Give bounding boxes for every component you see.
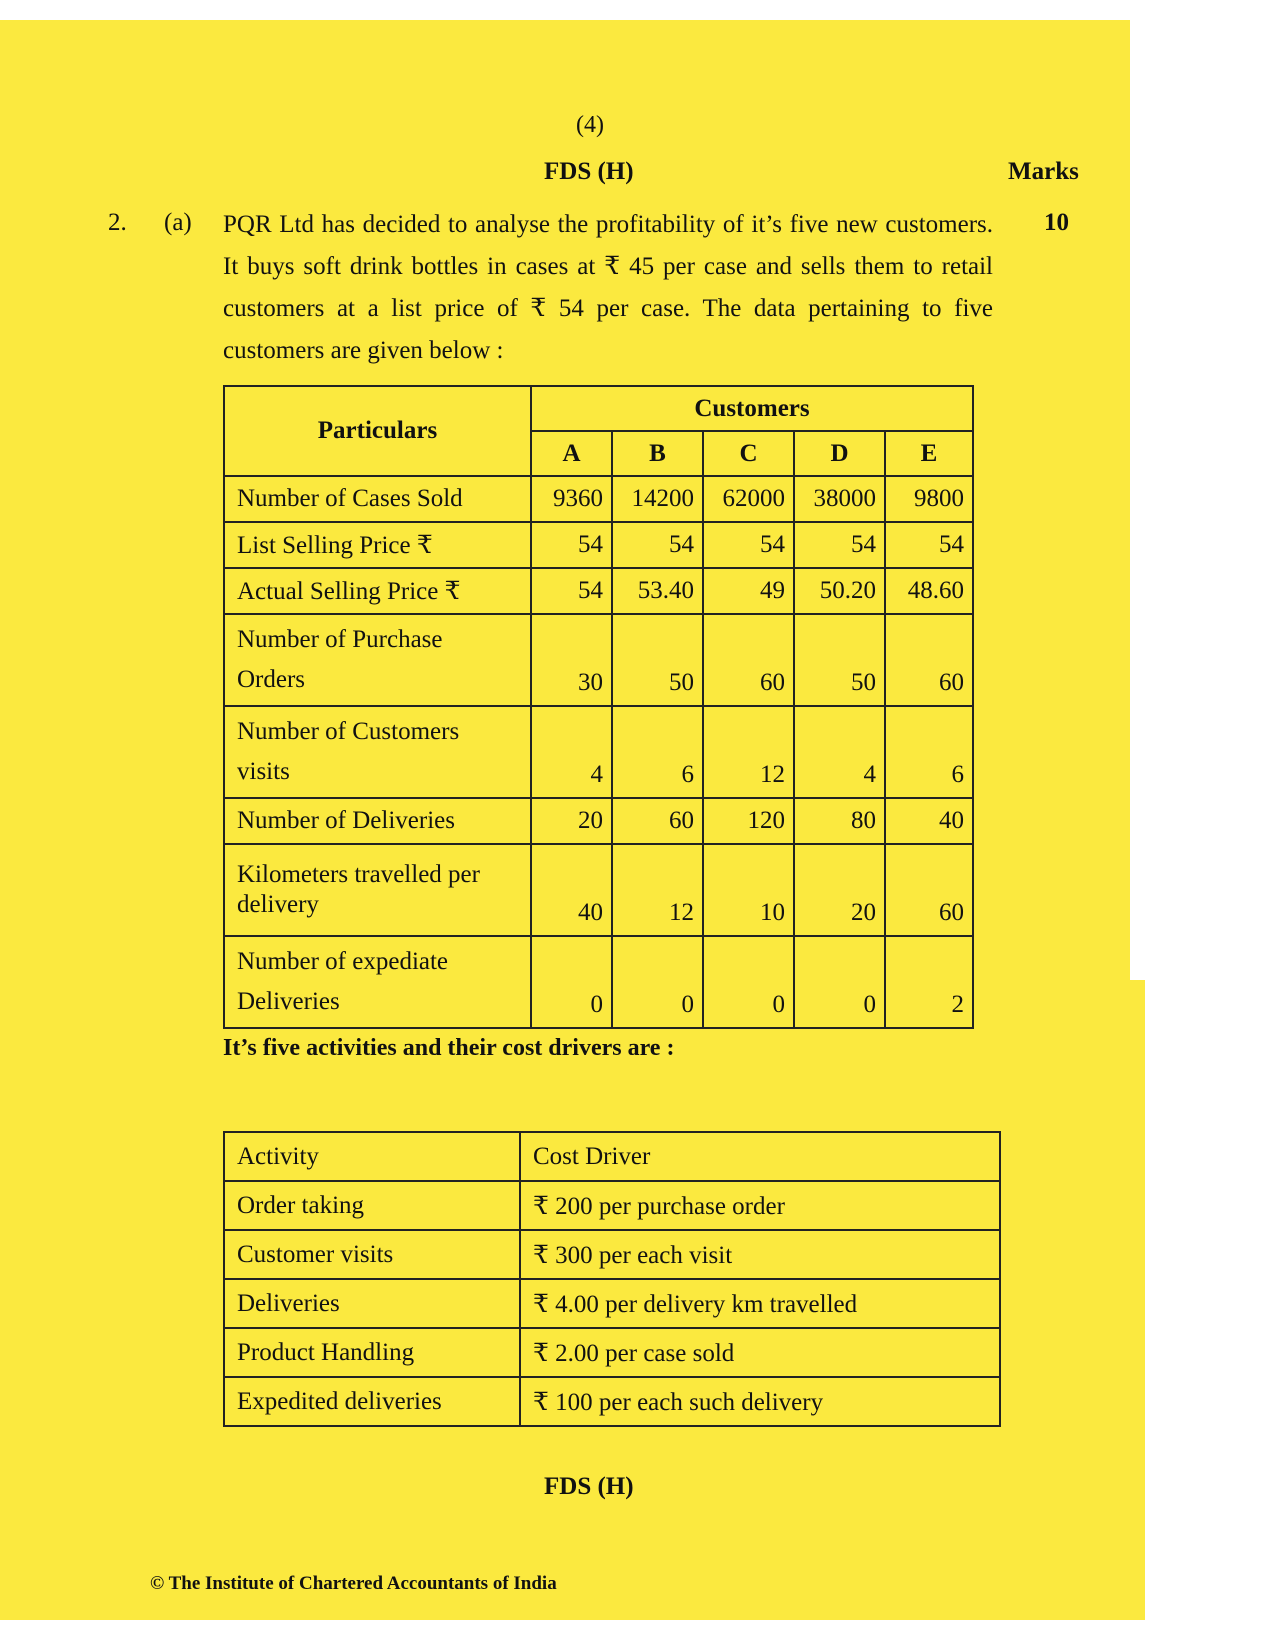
- cell: 6: [885, 706, 973, 798]
- row-label-line: Deliveries: [237, 988, 340, 1015]
- table-row: [224, 1279, 1000, 1328]
- cost-driver-cell: ₹ 100 per each such delivery: [520, 1377, 1000, 1426]
- cell: 50.20: [794, 568, 885, 614]
- row-label: [224, 706, 531, 798]
- cell: 0: [612, 936, 703, 1028]
- cell: 54: [794, 522, 885, 568]
- cell: 2: [885, 936, 973, 1028]
- cell: 0: [531, 936, 612, 1028]
- row-label-line: delivery: [237, 891, 319, 918]
- activity-cell: Product Handling: [224, 1328, 520, 1377]
- cell: 60: [885, 844, 973, 936]
- table-header-row: [224, 1132, 1000, 1181]
- column-header: E: [885, 431, 973, 476]
- cell: 54: [885, 522, 973, 568]
- cell: 0: [703, 936, 794, 1028]
- table-row: [224, 1377, 1000, 1426]
- column-header: C: [703, 431, 794, 476]
- cell: 20: [794, 844, 885, 936]
- activity-cell: Order taking: [224, 1181, 520, 1230]
- row-label-line: Number of Purchase: [237, 626, 443, 653]
- cell: 49: [703, 568, 794, 614]
- column-header: D: [794, 431, 885, 476]
- cell: 12: [612, 844, 703, 936]
- cell: 54: [612, 522, 703, 568]
- row-label-line: Number of expediate: [237, 948, 449, 975]
- row-label: [224, 614, 531, 706]
- paper-code: FDS (H): [544, 158, 634, 185]
- cell: 4: [531, 706, 612, 798]
- row-label: [224, 936, 531, 1028]
- table-row: [224, 1328, 1000, 1377]
- cell: 50: [794, 614, 885, 706]
- table-row: [224, 1230, 1000, 1279]
- cell: 54: [703, 522, 794, 568]
- customer-data-table: [223, 385, 974, 1029]
- cell: 20: [531, 798, 612, 844]
- cell: 40: [885, 798, 973, 844]
- row-label-line: Kilometers travelled per: [237, 861, 480, 888]
- row-label: Actual Selling Price ₹: [224, 568, 531, 614]
- table-row: [224, 798, 973, 844]
- row-label: [224, 844, 531, 936]
- cell: 0: [794, 936, 885, 1028]
- column-header: B: [612, 431, 703, 476]
- cell: 9360: [531, 476, 612, 522]
- cell: 60: [703, 614, 794, 706]
- cell: 30: [531, 614, 612, 706]
- table-row: [224, 844, 973, 936]
- activities-intro: It’s five activities and their cost drivers are :: [223, 1035, 675, 1061]
- marks-label: Marks: [1008, 158, 1079, 185]
- table-row: [224, 476, 973, 522]
- cell: 14200: [612, 476, 703, 522]
- cell: 80: [794, 798, 885, 844]
- cell: 12: [703, 706, 794, 798]
- table-row: [224, 936, 973, 1028]
- cell: 53.40: [612, 568, 703, 614]
- cell: 54: [531, 522, 612, 568]
- activity-cost-driver-table: [223, 1131, 1001, 1427]
- cost-driver-header: Cost Driver: [520, 1132, 1000, 1181]
- row-label: Number of Deliveries: [224, 798, 531, 844]
- cell: 6: [612, 706, 703, 798]
- cell: 50: [612, 614, 703, 706]
- table-row: [224, 568, 973, 614]
- cell: 38000: [794, 476, 885, 522]
- question-part: (a): [164, 209, 192, 236]
- activity-cell: Expedited deliveries: [224, 1377, 520, 1426]
- row-label: Number of Cases Sold: [224, 476, 531, 522]
- activity-cell: Customer visits: [224, 1230, 520, 1279]
- cell: 10: [703, 844, 794, 936]
- cost-driver-cell: ₹ 200 per purchase order: [520, 1181, 1000, 1230]
- table-row: [224, 1181, 1000, 1230]
- activity-cell: Deliveries: [224, 1279, 520, 1328]
- cost-driver-cell: ₹ 4.00 per delivery km travelled: [520, 1279, 1000, 1328]
- question-marks: 10: [1044, 209, 1069, 236]
- row-label-line: visits: [237, 758, 290, 785]
- cell: 54: [531, 568, 612, 614]
- cell: 4: [794, 706, 885, 798]
- page-number: (4): [576, 112, 604, 138]
- page-edge: [1110, 980, 1145, 1620]
- customers-header: Customers: [531, 386, 973, 431]
- row-label-line: Number of Customers: [237, 718, 460, 745]
- cell: 48.60: [885, 568, 973, 614]
- row-label: List Selling Price ₹: [224, 522, 531, 568]
- column-header: A: [531, 431, 612, 476]
- footer-paper-code: FDS (H): [544, 1473, 634, 1500]
- question-number: 2.: [108, 209, 127, 236]
- cost-driver-cell: ₹ 2.00 per case sold: [520, 1328, 1000, 1377]
- activity-header: Activity: [224, 1132, 520, 1181]
- row-label-line: Orders: [237, 666, 306, 693]
- cell: 40: [531, 844, 612, 936]
- table-row: [224, 614, 973, 706]
- cell: 62000: [703, 476, 794, 522]
- question-text: PQR Ltd has decided to analyse the profitability of it’s five new customers. It buys soft drink bottles in cases at ₹ 45 per case and sells them to retail customers at a list price of ₹ 54 per case. The data pertaining to five customers are given below :: [223, 211, 993, 364]
- table-row: [224, 706, 973, 798]
- cell: 60: [612, 798, 703, 844]
- table-row: [224, 522, 973, 568]
- copyright-notice: © The Institute of Chartered Accountants of India: [150, 1573, 557, 1594]
- cell: 60: [885, 614, 973, 706]
- cell: 120: [703, 798, 794, 844]
- cell: 9800: [885, 476, 973, 522]
- cost-driver-cell: ₹ 300 per each visit: [520, 1230, 1000, 1279]
- particulars-header: Particulars: [224, 386, 531, 476]
